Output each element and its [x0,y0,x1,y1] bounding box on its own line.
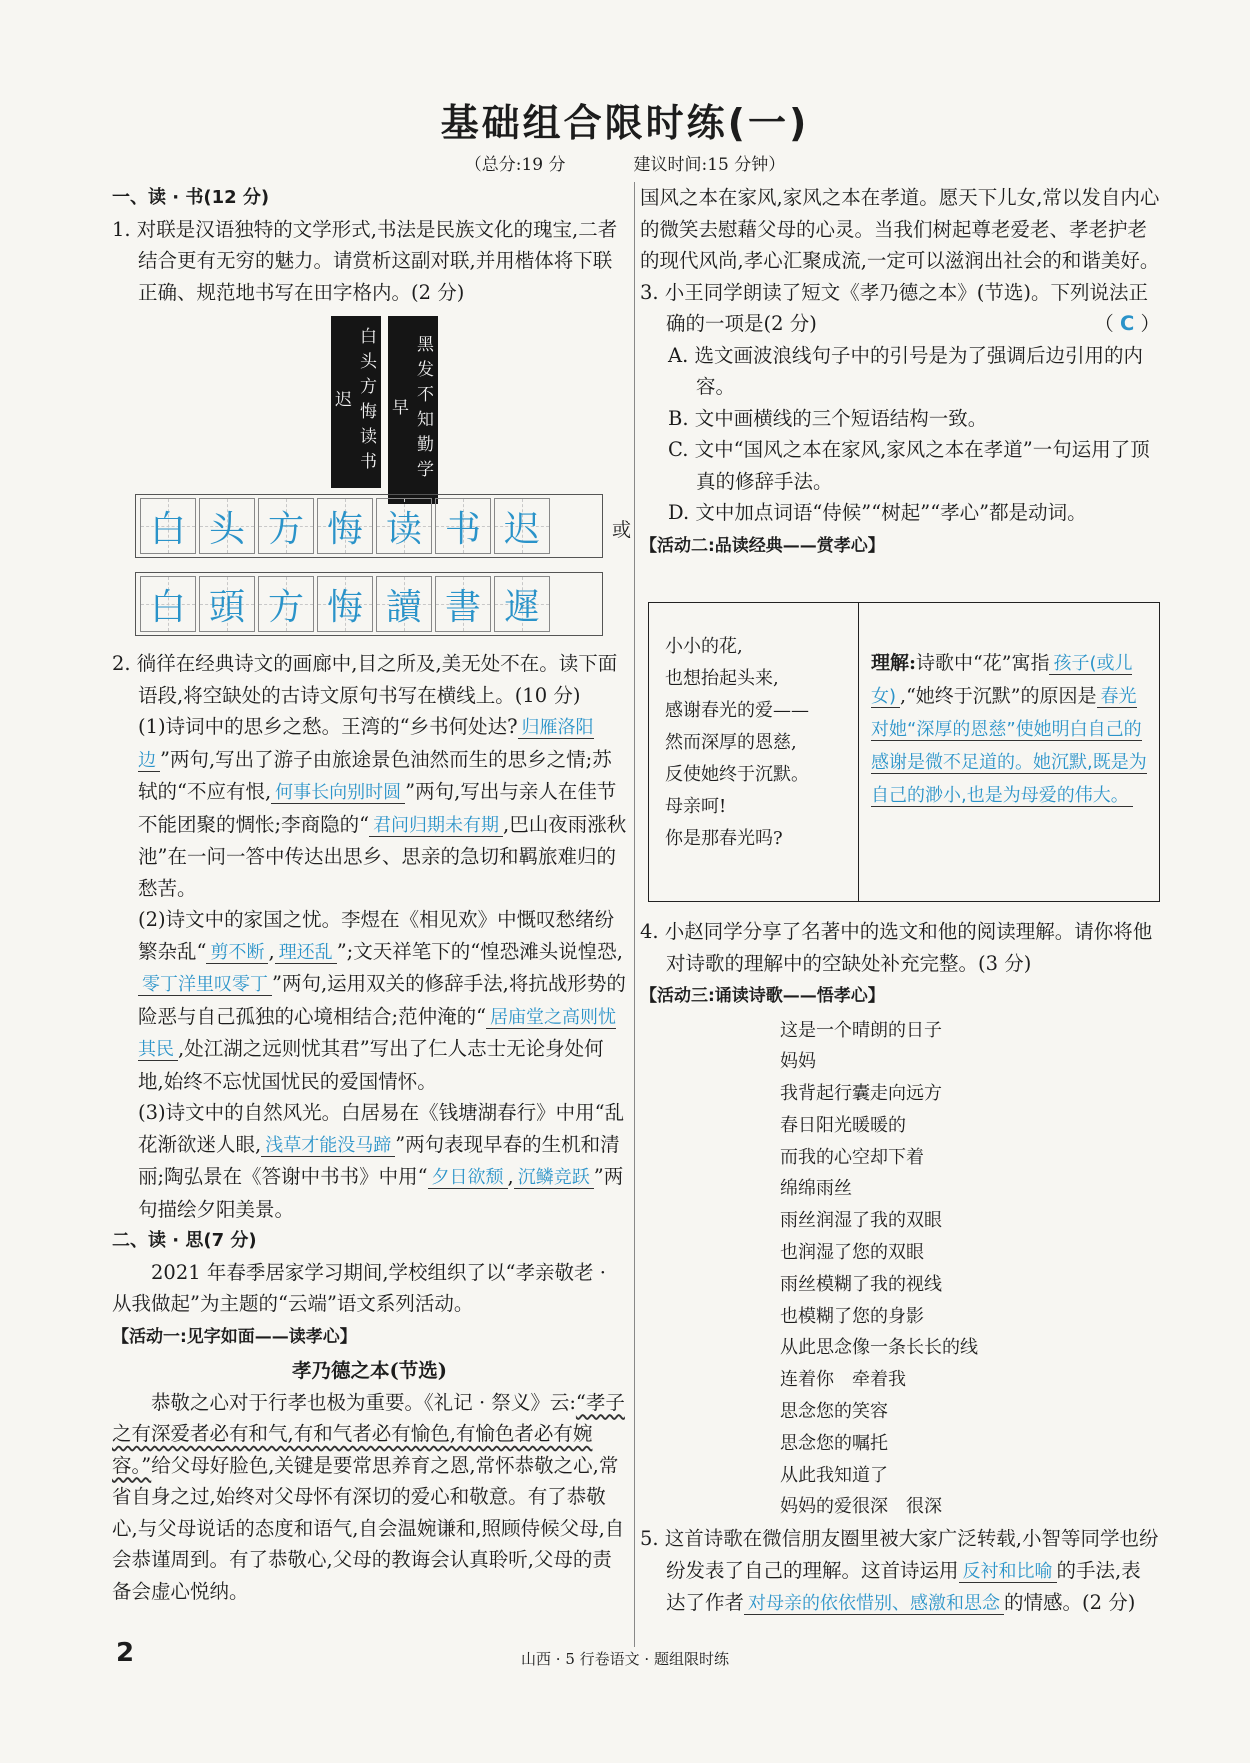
poem-line: 小小的花, [665,636,743,657]
article-paragraph: 恭敬之心对于行孝也极为重要。《礼记 · 祭义》云:“孝子之有深爱者必有和气,有和气者必有愉色,有愉色者必有婉容。”给父母好脸色,关键是要常思养育之恩,常怀恭敬之心,常省自身之过,始终对父母怀有深切的爱心和敬意。有了恭敬心,与父母说话的态度和语气,自会温婉谦和,照顾侍候父母,自会恭谨周到。有了恭敬心,父母的教诲会认真聆听,父母的责备会虚心悦纳。 [112,1390,625,1603]
poem-line: 妈妈的爱很深 很深 [780,1496,942,1518]
answer-blank[interactable]: 零丁洋里叹零丁 [138,974,272,996]
grid-cell[interactable]: 白 [140,576,196,632]
poem-line: 连着你 牵着我 [780,1369,906,1391]
left-column [112,182,627,308]
left-column-lower [112,648,627,1607]
activity-1-heading: 【活动一:见字如面——读孝心】 [112,1326,357,1347]
activity-2-heading: 【活动二:品读经典——赏孝心】 [640,535,885,556]
answer-blank[interactable]: 何事长向别时圆 [271,782,405,804]
footer-label: 山西 · 5 行卷语文 · 题组限时练 [521,1650,729,1668]
grid-cell[interactable]: 迟 [494,498,550,554]
answer-blank[interactable]: 君问归期未有期 [369,815,503,837]
grid-cell[interactable]: 白 [140,498,196,554]
grid-cell[interactable]: 方 [258,576,314,632]
box-poem [649,603,859,901]
poem-line: 也润湿了您的双眼 [780,1242,924,1264]
answer-blank[interactable]: 夕日欲颓 [428,1167,508,1189]
poem-line: 你是那春光吗? [665,828,783,849]
answer-blank[interactable]: 对母亲的依依惜别、感激和思念 [744,1593,1004,1615]
option-c[interactable]: C. 文中“国风之本在家风,家风之本在孝道”一句运用了顶真的修辞手法。 [668,438,1150,493]
answer-blank[interactable]: 归雁洛阳边 [138,717,594,771]
question-5: 5. 这首诗歌在微信朋友圈里被大家广泛转载,小智等同学也纷纷发表了自己的理解。这首诗运用 反衬和比喻 的手法,表达了作者 对母亲的依依惜别、感激和思念 的情感。(2 分) [640,1527,1159,1615]
poem-line: 我背起行囊走向远方 [780,1083,942,1105]
right-column-lower [640,916,1160,1620]
grid-or-label: 或 [612,519,632,541]
section-1-heading: 一、读 · 书(12 分) [112,187,270,208]
score-time-info: （总分:19 分 建议时间:15 分钟） [464,155,786,175]
grid-cell[interactable]: 頭 [199,576,255,632]
calligraphy-couplet-left: 白头方悔读书迟 [331,316,381,488]
calligraphy-couplet-right: 黑发不知勤学早 [388,316,438,504]
grid-cell[interactable]: 書 [435,576,491,632]
answer-blank[interactable]: 居庙堂之高则忧其民 [138,1006,617,1060]
question-2-intro: 2. 徜徉在经典诗文的画廊中,目之所及,美无处不在。读下面语段,将空缺处的古诗文原句书写在横线上。(10 分) [112,652,618,707]
grid-cell[interactable]: 书 [435,498,491,554]
grid-cell[interactable]: 头 [199,498,255,554]
tianzige-grid-traditional [135,572,603,636]
poem-line: 思念您的笑容 [780,1401,888,1423]
answer-choice[interactable]: C [1119,312,1135,335]
poem-line: 从此我知道了 [780,1464,888,1486]
poem-line: 也想抬起头来, [665,668,779,689]
column-divider [634,182,635,1647]
poem-line: 从此思念像一条长长的线 [780,1337,978,1359]
answer-blank[interactable]: 浅草才能没马蹄 [261,1135,395,1157]
grid-cell[interactable]: 讀 [376,576,432,632]
grid-cell[interactable]: 方 [258,498,314,554]
answer-blank[interactable]: 春光对她“深厚的恩慈”使她明白自己的感谢是微不足道的。她沉默,既是为自己的渺小,也是为母爱的伟大。 [871,686,1147,806]
poem-line: 雨丝润湿了我的双眼 [780,1210,942,1232]
article-continuation: 国风之本在家风,家风之本在孝道。愿天下儿女,常以发自内心的微笑去慰藉父母的心灵。当我们树起尊老爱老、孝老护老的现代风尚,孝心汇聚成流,一定可以滋润出社会的和谐美好。 [640,186,1160,272]
option-b[interactable]: B. 文中画横线的三个短语结构一致。 [668,406,988,430]
option-d[interactable]: D. 文中加点词语“侍候”“树起”“孝心”都是动词。 [668,501,1087,524]
grid-cell[interactable]: 读 [376,498,432,554]
question-1: 1. 对联是汉语独特的文学形式,书法是民族文化的瑰宝,二者结合更有无穷的魅力。请赏析这副对联,并用楷体将下联正确、规范地书写在田字格内。(2 分) [112,217,618,304]
section-2-intro: 2021 年春季居家学习期间,学校组织了以“孝亲敬老 · 从我做起”为主题的“云端”语文系列活动。 [112,1260,606,1315]
poem-line: 妈妈 [780,1051,816,1073]
poem-line: 绵绵雨丝 [780,1178,852,1200]
answer-blank[interactable]: 剪不断 [206,942,268,964]
question-2-part-3: (3)诗文中的自然风光。白居易在《钱塘湖春行》中用“乱花渐欲迷人眼, 浅草才能没马蹄 ”两句表现早春的生机和清丽;陶弘景在《答谢中书书》中用“ 夕日欲颓 , 沉鳞竞跃 ”两句描绘夕阳美景。 [138,1101,625,1221]
poem-line: 母亲呵! [665,796,727,817]
right-column [640,182,1160,564]
question-4: 4. 小赵同学分享了名著中的选文和他的阅读理解。请你将他对诗歌的理解中的空缺处补充完整。(3 分) [640,920,1153,975]
option-a[interactable]: A. 选文画波浪线句子中的引号是为了强调后边引用的内容。 [668,343,1143,398]
activity-3-heading: 【活动三:诵读诗歌——悟孝心】 [640,986,885,1006]
wavy-underlined-quote: “孝子之有深爱者必有和气,有和气者必有愉色,有愉色者必有婉容。” [112,1390,625,1477]
article-title: 孝乃德之本(节选) [292,1359,447,1382]
question-2-part-2: (2)诗文中的家国之忧。李煜在《相见欢》中慨叹愁绪纷繁杂乱“ 剪不断 , 理还乱 ”;文天祥笔下的“惶恐滩头说惶恐,零丁洋里叹零丁 ”两句,运用双关的修辞手法,将抗战形势的险恶与自己孤独的心境相结合;范仲淹的“ 居庙堂之高则忧其民 ,处江湖之远则忧其君”写出了仁人志士无论身处何地,始终不忘忧国忧民的爱国情怀。 [138,908,626,1093]
poem-line: 春日阳光暖暖的 [780,1114,906,1136]
answer-blank[interactable]: 孩子(或儿女) [871,653,1133,707]
answer-blank[interactable]: 反衬和比喻 [959,1561,1057,1583]
poem-line: 而我的心空却下着 [780,1146,924,1168]
section-2-heading: 二、读 · 思(7 分) [112,1230,257,1251]
recitation-poem [640,1015,1160,1524]
tianzige-grid-simplified [135,494,603,558]
poem-line: 然而深厚的恩慈, [665,732,797,753]
grid-cell[interactable]: 遲 [494,576,550,632]
poem-line: 也模糊了您的身影 [780,1305,924,1327]
box-analysis: 理解:诗歌中“花”寓指 孩子(或儿女) ,“她终于沉默”的原因是 春光对她“深厚的恩慈”使她明白自己的感谢是微不足道的。她沉默,既是为自己的渺小,也是为母爱的伟大。 [871,652,1147,806]
poem-line: 思念您的嘱托 [780,1432,888,1454]
poem-analysis-box [648,602,1160,902]
poem-line: 这是一个晴朗的日子 [780,1019,942,1041]
answer-blank[interactable]: 理还乱 [275,942,337,964]
poem-line: 雨丝模糊了我的视线 [780,1273,942,1295]
page-number: 2 [116,1638,135,1668]
question-3: 3. 小王同学朗读了短文《孝乃德之本》(节选)。下列说法正确的一项是(2 分) （ C ） [640,280,1160,335]
question-2-part-1: (1)诗词中的思乡之愁。王湾的“乡书何处达? 归雁洛阳边 ”两句,写出了游子由旅途景色油然而生的思乡之情;苏轼的“不应有恨, 何事长向别时圆 ”两句,写出与亲人在佳节不能团聚的惆怅;李商隐的“ 君问归期未有期 ,巴山夜雨涨秋池”在一问一答中传达出思乡、思亲的急切和羁旅难归的愁苦。 [138,715,627,900]
poem-line: 反使她终于沉默。 [665,764,809,785]
grid-cell[interactable]: 悔 [317,498,373,554]
page-title: 基础组合限时练(一) [440,101,810,145]
answer-blank[interactable]: 沉鳞竞跃 [514,1167,594,1189]
grid-cell[interactable]: 悔 [317,576,373,632]
poem-line: 感谢春光的爱—— [665,700,809,721]
